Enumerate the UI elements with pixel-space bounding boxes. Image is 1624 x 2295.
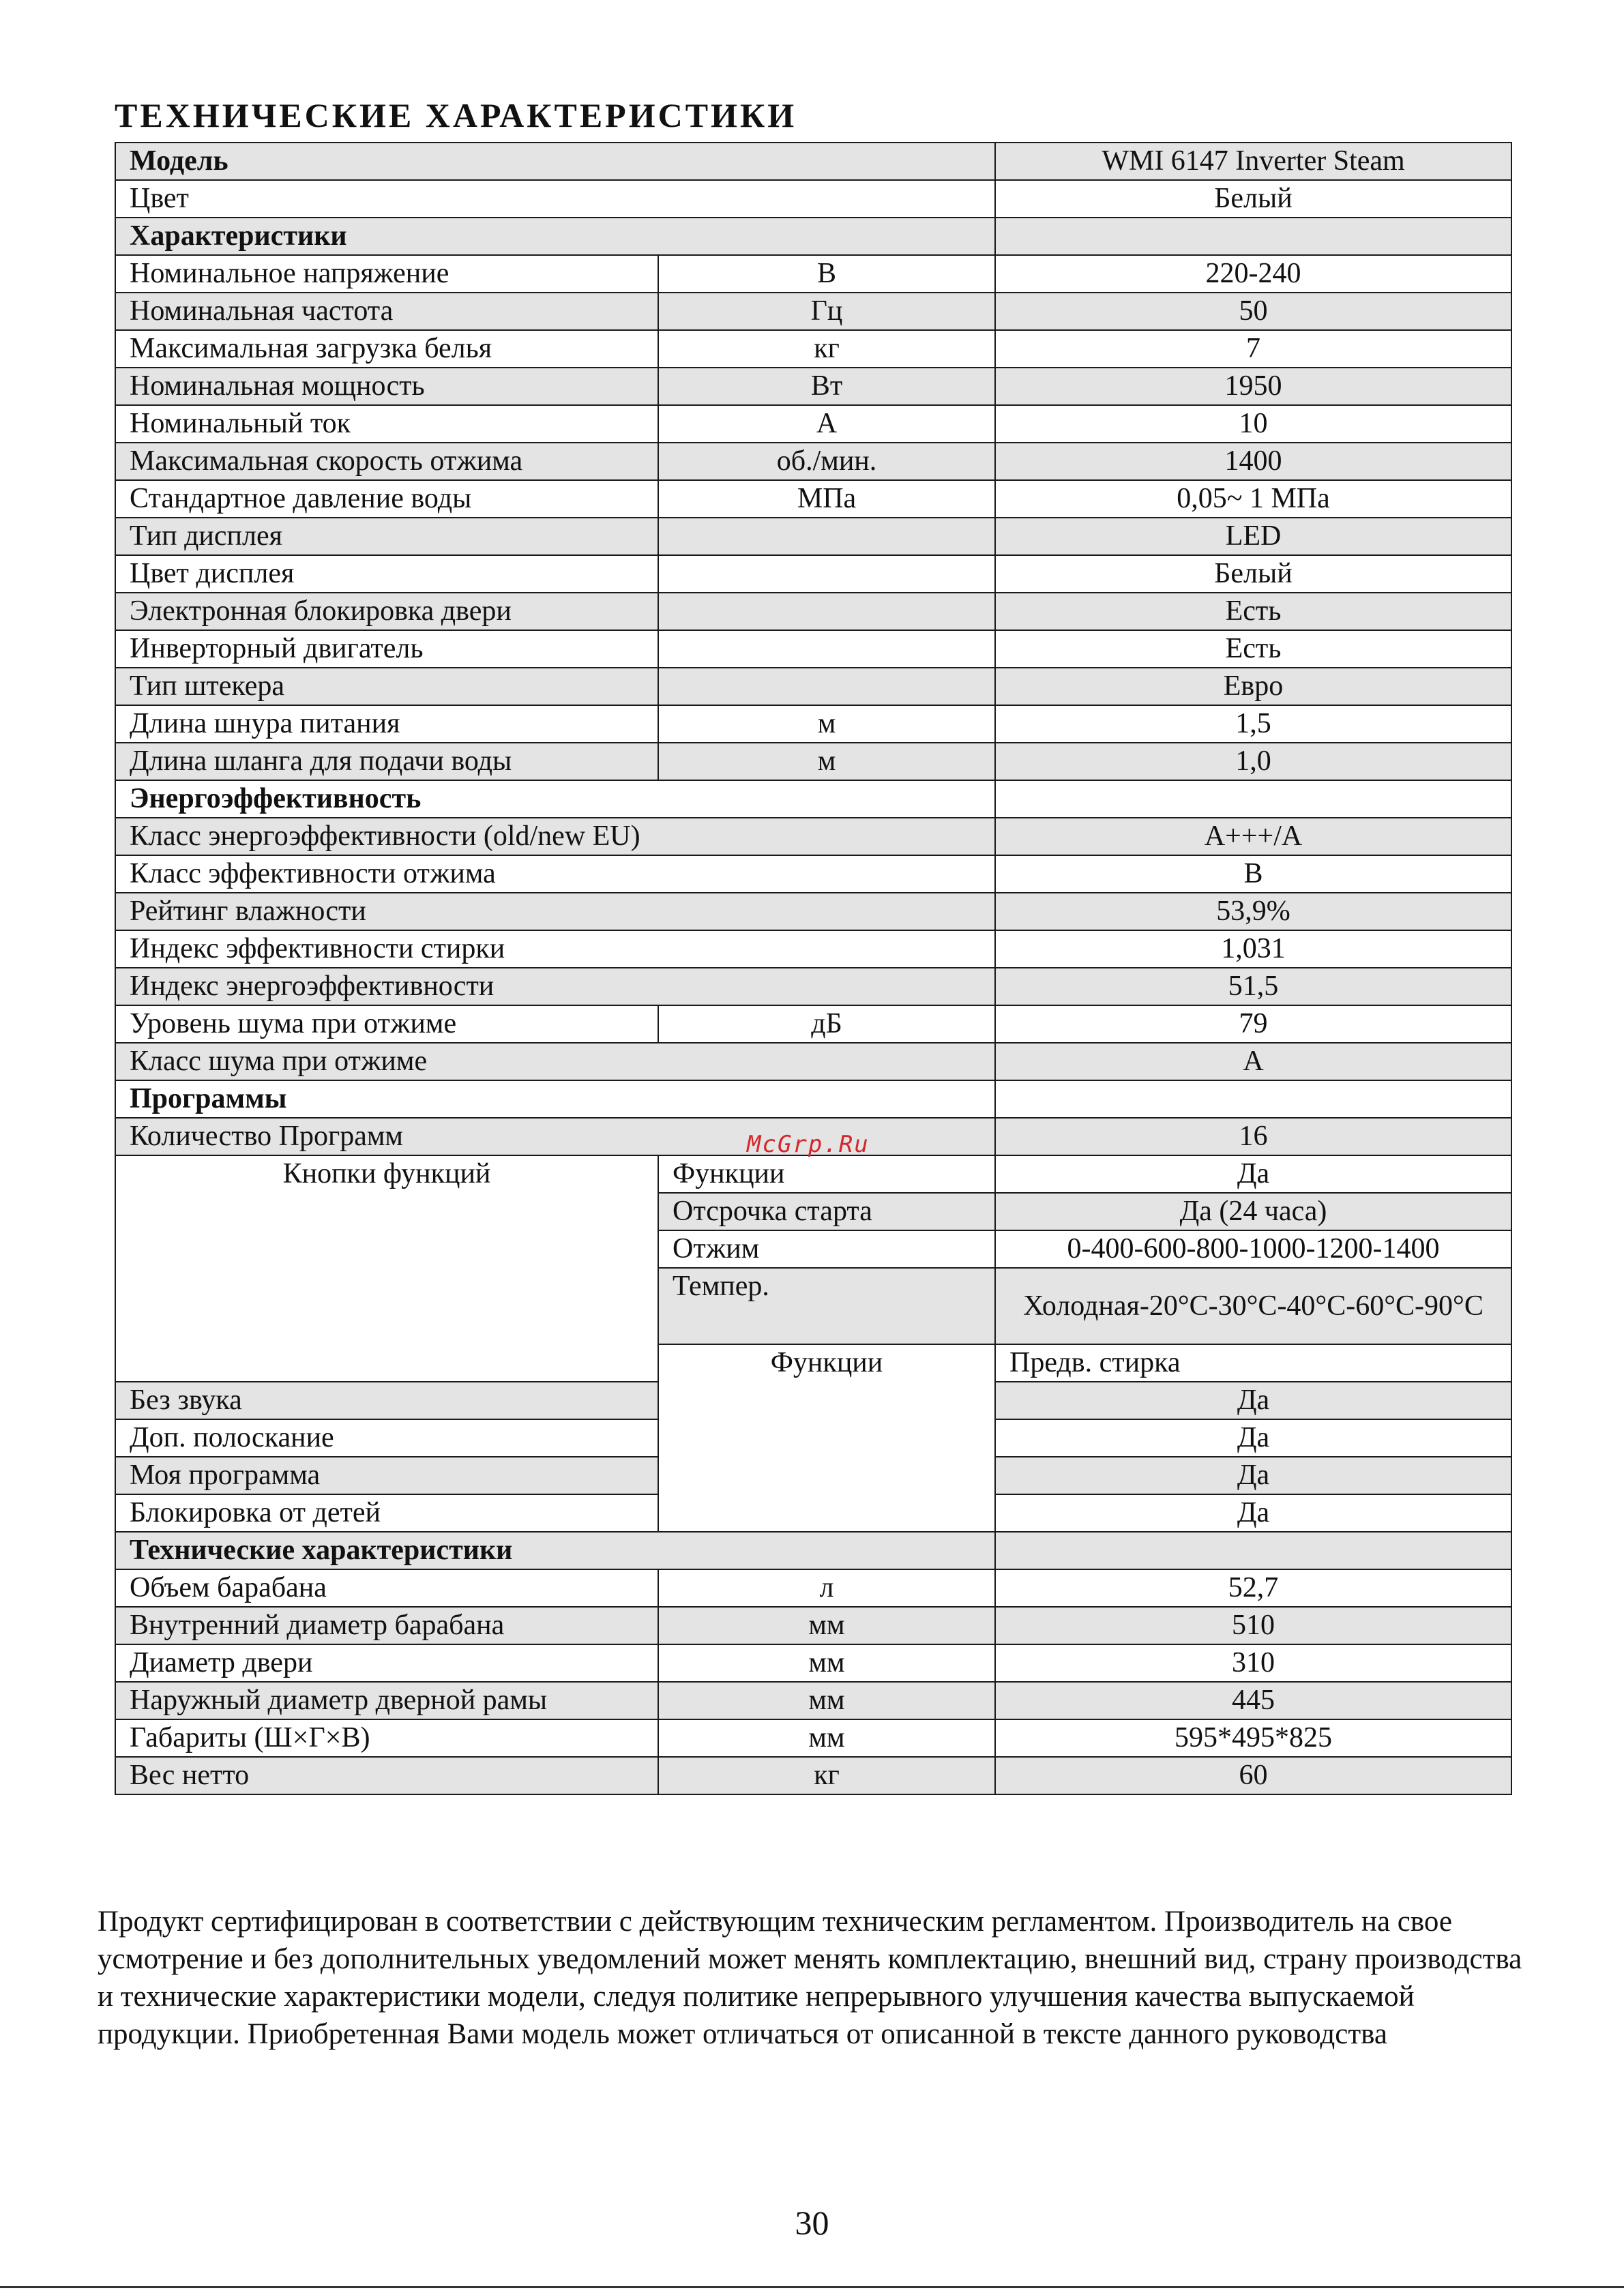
param-value: 53,9% (995, 893, 1511, 930)
table-row (115, 330, 1511, 368)
param-name: Блокировка от детей (115, 1494, 658, 1532)
param-value: Да (24 часа) (995, 1193, 1511, 1230)
param-value: 16 (995, 1118, 1511, 1155)
param-value: Есть (995, 630, 1511, 668)
characteristics-header: Характеристики (115, 218, 995, 255)
param-name: Длина шнура питания (115, 705, 658, 743)
param-unit: м (658, 743, 995, 780)
param-value: Белый (995, 555, 1511, 593)
param-unit (658, 518, 995, 555)
param-value: 220-240 (995, 255, 1511, 293)
table-row (115, 1155, 1511, 1193)
param-unit: В (658, 255, 995, 293)
table-row (115, 443, 1511, 480)
param-value: 1,0 (995, 743, 1511, 780)
functions-group-label: Функции (658, 1344, 995, 1532)
table-row (115, 480, 1511, 518)
table-row (115, 968, 1511, 1005)
color-label: Цвет (115, 180, 995, 218)
param-value: Холодная-20°С-30°С-40°С-60°С-90°С (995, 1268, 1511, 1344)
param-name: Класс энергоэффективности (old/new EU) (115, 818, 995, 855)
param-unit: кг (658, 330, 995, 368)
param-name: Длина шланга для подачи воды (115, 743, 658, 780)
param-name: Индекс энергоэффективности (115, 968, 995, 1005)
param-value: B (995, 855, 1511, 893)
table-row (115, 1719, 1511, 1757)
param-value: 7 (995, 330, 1511, 368)
programs-header: Программы (115, 1080, 995, 1118)
param-unit (658, 630, 995, 668)
param-value: A (995, 1043, 1511, 1080)
param-name: Предв. стирка (995, 1344, 1511, 1382)
param-name: Наружный диаметр дверной рамы (115, 1682, 658, 1719)
param-name: Уровень шума при отжиме (115, 1005, 658, 1043)
table-row (115, 630, 1511, 668)
param-value: 0,05~ 1 МПа (995, 480, 1511, 518)
param-value: 310 (995, 1644, 1511, 1682)
param-name: Внутренний диаметр барабана (115, 1607, 658, 1644)
param-value: 0-400-600-800-1000-1200-1400 (995, 1230, 1511, 1268)
param-value: 510 (995, 1607, 1511, 1644)
param-name: Объем барабана (115, 1569, 658, 1607)
color-row (115, 180, 1511, 218)
table-row (115, 1644, 1511, 1682)
energy-header: Энергоэффективность (115, 780, 995, 818)
param-name: Максимальная скорость отжима (115, 443, 658, 480)
table-row (115, 668, 1511, 705)
disclaimer-paragraph: Продукт сертифицирован в соответствии с действующим техническим регламентом. Производитель на свое усмотрение и без дополнительных уведомлений может менять комплектацию, внешний вид, страну производства и технические характеристики модели, следуя политике непрерывного улучшения качества выпускаемой продукции. Приобретенная Вами модель может отличаться от описанной в тексте данного руководства (98, 1906, 1522, 2050)
color-value: Белый (995, 180, 1511, 218)
param-value: 51,5 (995, 968, 1511, 1005)
table-row (115, 705, 1511, 743)
table-row (115, 518, 1511, 555)
param-name: Вес нетто (115, 1757, 658, 1794)
param-value: A+++/A (995, 818, 1511, 855)
param-name: Максимальная загрузка белья (115, 330, 658, 368)
param-unit (658, 593, 995, 630)
param-value: 79 (995, 1005, 1511, 1043)
param-name: Рейтинг влажности (115, 893, 995, 930)
param-unit (658, 668, 995, 705)
param-unit: мм (658, 1644, 995, 1682)
param-name: Без звука (115, 1382, 658, 1419)
param-value: Евро (995, 668, 1511, 705)
model-value: WMI 6147 Inverter Steam (995, 143, 1511, 180)
table-row (115, 255, 1511, 293)
param-name: Моя программа (115, 1457, 658, 1494)
param-unit: Гц (658, 293, 995, 330)
param-value: Да (995, 1457, 1511, 1494)
spec-table (115, 142, 1512, 1795)
table-row (115, 930, 1511, 968)
param-unit: л (658, 1569, 995, 1607)
table-row (115, 1682, 1511, 1719)
param-value: 52,7 (995, 1569, 1511, 1607)
param-name: Тип штекера (115, 668, 658, 705)
param-unit: дБ (658, 1005, 995, 1043)
param-name: Номинальный ток (115, 405, 658, 443)
param-value: 445 (995, 1682, 1511, 1719)
param-name: Диаметр двери (115, 1644, 658, 1682)
param-value: 1,031 (995, 930, 1511, 968)
param-name: Номинальное напряжение (115, 255, 658, 293)
param-unit: МПа (658, 480, 995, 518)
param-value: Да (995, 1494, 1511, 1532)
param-name: Номинальная частота (115, 293, 658, 330)
param-value: 1,5 (995, 705, 1511, 743)
table-row (115, 743, 1511, 780)
section-header-row (115, 1532, 1511, 1569)
section-header-row (115, 218, 1511, 255)
table-row (115, 1757, 1511, 1794)
param-unit: мм (658, 1607, 995, 1644)
param-name: Индекс эффективности стирки (115, 930, 995, 968)
table-row (115, 593, 1511, 630)
param-value: 595*495*825 (995, 1719, 1511, 1757)
param-value: 50 (995, 293, 1511, 330)
param-name: Класс шума при отжиме (115, 1043, 995, 1080)
param-unit: мм (658, 1719, 995, 1757)
param-name: Количество Программ (115, 1118, 995, 1155)
param-name: Габариты (Ш×Г×В) (115, 1719, 658, 1757)
table-row (115, 1569, 1511, 1607)
param-unit: м (658, 705, 995, 743)
param-value: 1400 (995, 443, 1511, 480)
table-row (115, 293, 1511, 330)
param-name: Номинальная мощность (115, 368, 658, 405)
table-row (115, 555, 1511, 593)
param-name: Отсрочка старта (658, 1193, 995, 1230)
model-row (115, 143, 1511, 180)
table-row (115, 893, 1511, 930)
param-name: Электронная блокировка двери (115, 593, 658, 630)
table-row (115, 405, 1511, 443)
param-unit (658, 555, 995, 593)
param-value: Да (995, 1382, 1511, 1419)
param-unit: кг (658, 1757, 995, 1794)
param-unit: об./мин. (658, 443, 995, 480)
section-header-row (115, 1080, 1511, 1118)
param-name: Класс эффективности отжима (115, 855, 995, 893)
page-bottom-rule (0, 2286, 1624, 2288)
buttons-group-label: Кнопки функций (115, 1155, 658, 1382)
table-row (115, 1043, 1511, 1080)
param-value: 1950 (995, 368, 1511, 405)
param-unit: Вт (658, 368, 995, 405)
param-name: Темпер. (658, 1268, 995, 1344)
param-value: 10 (995, 405, 1511, 443)
param-name: Доп. полоскание (115, 1419, 658, 1457)
param-value: 60 (995, 1757, 1511, 1794)
param-name: Инверторный двигатель (115, 630, 658, 668)
param-value: LED (995, 518, 1511, 555)
model-label: Модель (115, 143, 995, 180)
tech-header: Технические характеристики (115, 1532, 995, 1569)
param-name: Отжим (658, 1230, 995, 1268)
param-value: Да (995, 1419, 1511, 1457)
param-value: Да (995, 1155, 1511, 1193)
section-header-row (115, 780, 1511, 818)
watermark: McGrp.Ru (747, 1131, 870, 1158)
param-unit: мм (658, 1682, 995, 1719)
table-row (115, 1005, 1511, 1043)
param-unit: А (658, 405, 995, 443)
param-name: Тип дисплея (115, 518, 658, 555)
param-name: Функции (658, 1155, 995, 1193)
table-row (115, 855, 1511, 893)
page-title: ТЕХНИЧЕСКИЕ ХАРАКТЕРИСТИКИ (115, 96, 797, 134)
table-row (115, 1607, 1511, 1644)
page-number: 30 (795, 2204, 829, 2242)
param-name: Стандартное давление воды (115, 480, 658, 518)
table-row (115, 818, 1511, 855)
table-row (115, 368, 1511, 405)
param-name: Цвет дисплея (115, 555, 658, 593)
param-value: Есть (995, 593, 1511, 630)
